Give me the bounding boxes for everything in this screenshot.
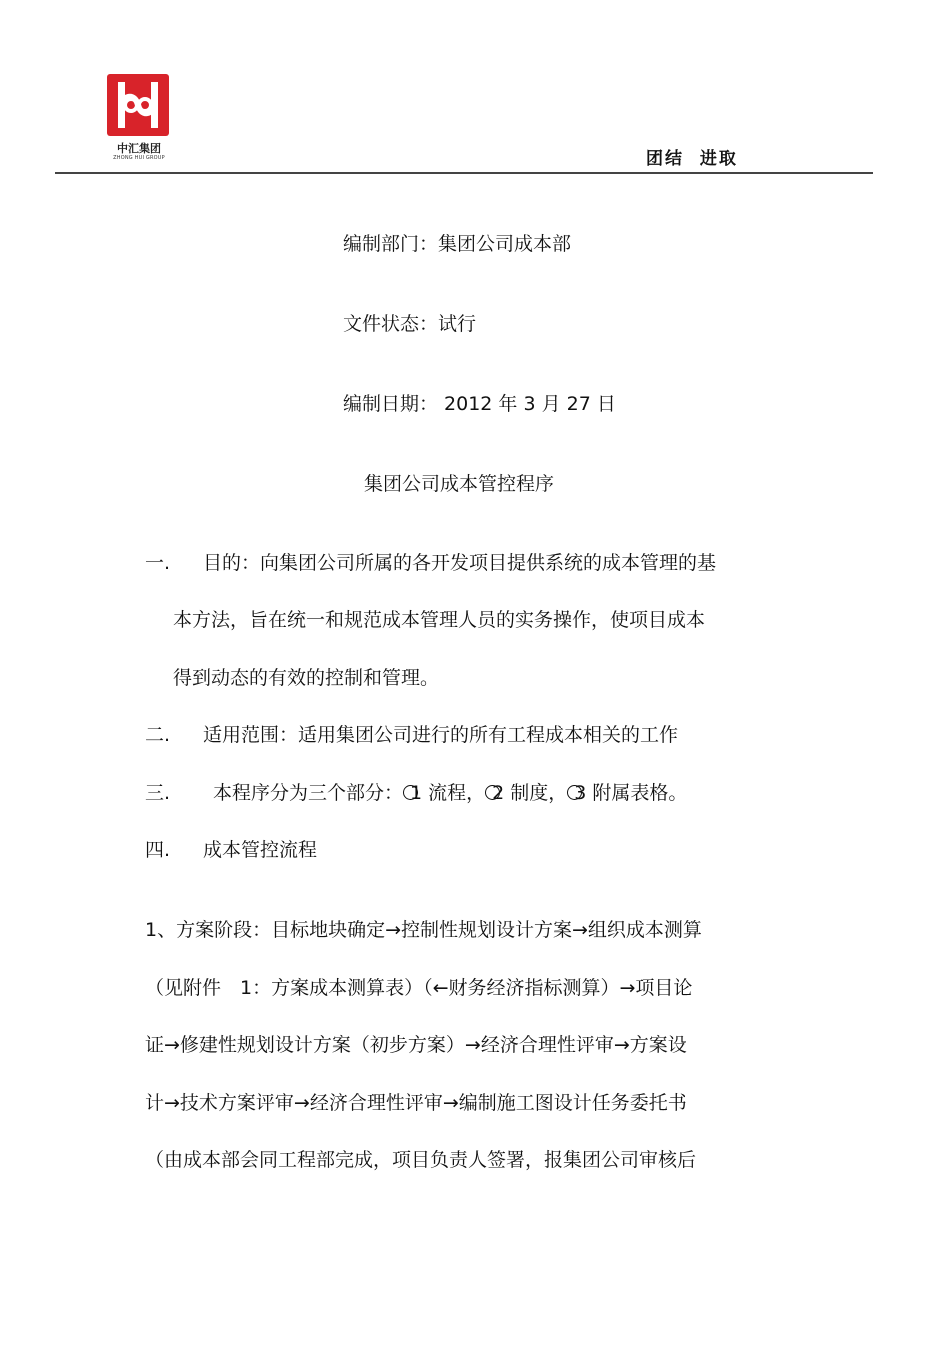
section-3-item-2: 2 制度， bbox=[492, 782, 568, 804]
section-4-text: 成本管控流程 bbox=[203, 839, 318, 861]
meta-date: 编制日期： 2012 年 3 月 27 日 bbox=[343, 393, 616, 415]
section-4-number: 四. bbox=[145, 839, 171, 861]
section-3-prefix: 本程序分为三个部分： bbox=[213, 782, 404, 804]
section-1-line-1: 目的：向集团公司所属的各开发项目提供系统的成本管理的基 bbox=[203, 552, 717, 574]
logo-mark bbox=[107, 74, 169, 136]
body-line-3: 证→修建性规划设计方案（初步方案）→经济合理性评审→方案设 bbox=[145, 1034, 687, 1056]
company-logo bbox=[105, 74, 173, 164]
section-3-item-3: 3 附属表格。 bbox=[574, 782, 688, 804]
section-2-text: 适用范围：适用集团公司进行的所有工程成本相关的工作 bbox=[203, 724, 679, 746]
header-divider bbox=[55, 172, 873, 174]
logo-subtext: ZHONG HUI GROUP bbox=[113, 155, 165, 161]
document-title: 集团公司成本管控程序 bbox=[364, 473, 555, 495]
header-slogan: 团结 进取 bbox=[646, 149, 738, 169]
section-1-line-3: 得到动态的有效的控制和管理。 bbox=[173, 667, 440, 689]
meta-department: 编制部门：集团公司成本部 bbox=[343, 233, 572, 255]
body-line-1: 1、方案阶段：目标地块确定→控制性规划设计方案→组织成本测算 bbox=[145, 919, 702, 941]
logo-text: 中汇集团 bbox=[117, 142, 161, 155]
body-line-2: （见附件 1：方案成本测算表）（←财务经济指标测算）→项目论 bbox=[145, 977, 693, 999]
logo-icon bbox=[107, 74, 169, 136]
section-3-item-1: 1 流程， bbox=[410, 782, 486, 804]
section-2-number: 二. bbox=[145, 724, 171, 746]
body-line-5: （由成本部会同工程部完成，项目负责人签署，报集团公司审核后 bbox=[145, 1149, 697, 1171]
section-1-number: 一. bbox=[145, 552, 171, 574]
section-3-number: 三. bbox=[145, 782, 171, 804]
section-3-text bbox=[213, 781, 687, 805]
section-1-line-2: 本方法，旨在统一和规范成本管理人员的实务操作，使项目成本 bbox=[173, 609, 706, 631]
body-line-4: 计→技术方案评审→经济合理性评审→编制施工图设计任务委托书 bbox=[145, 1092, 687, 1114]
meta-status: 文件状态：试行 bbox=[343, 313, 477, 335]
